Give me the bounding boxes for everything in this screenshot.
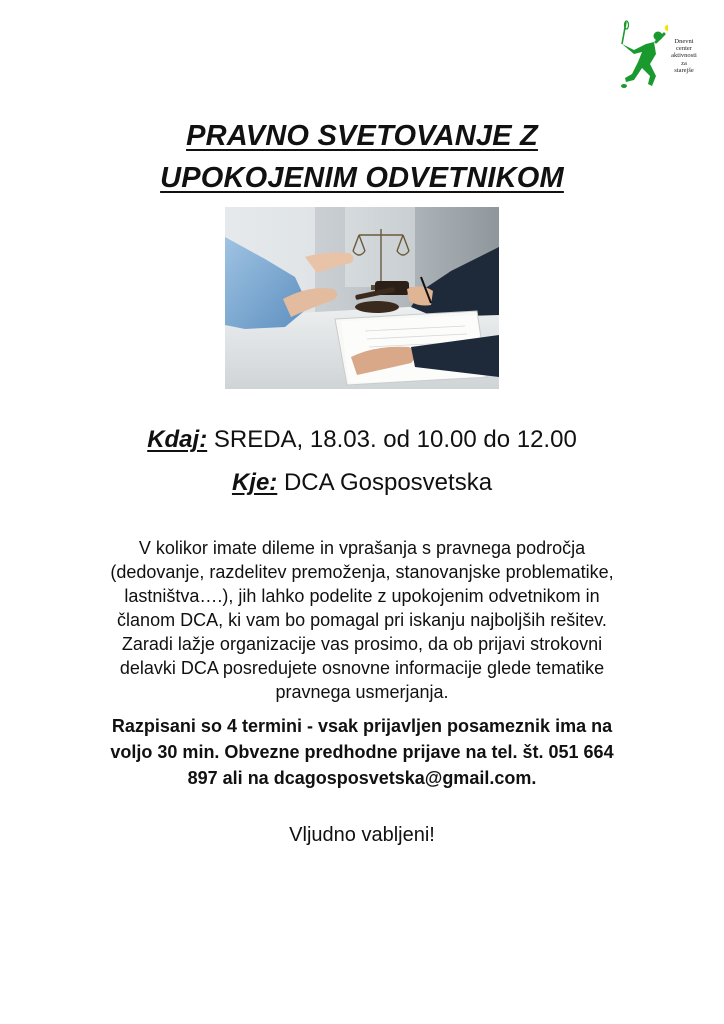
when-value: SREDA, 18.03. od 10.00 do 12.00 <box>207 426 577 453</box>
event-when <box>0 424 724 456</box>
logo-text: Dnevni center aktivnosti za starejše <box>671 38 697 74</box>
description <box>72 536 652 704</box>
title-line-2: UPOKOJENIM ODVETNIKOM <box>160 162 564 194</box>
description-line: lastništva….), jih lahko podelite z upokojenim odvetnikom in <box>124 586 600 606</box>
description-line: pravnega usmerjanja. <box>275 682 449 702</box>
event-where <box>0 467 724 499</box>
closing-text: Vljudno vabljeni! <box>289 824 435 846</box>
tennis-player-icon <box>612 20 668 96</box>
page-title <box>0 115 724 199</box>
where-value: DCA Gosposvetska <box>277 469 493 496</box>
dca-logo <box>612 20 700 96</box>
notice-line: Razpisani so 4 termini - vsak prijavljen posameznik ima na <box>111 716 613 736</box>
registration-notice <box>72 713 652 791</box>
notice-line: 897 ali na dcagosposvetska@gmail.com. <box>187 768 537 788</box>
ball-icon <box>665 25 668 31</box>
description-line: (dedovanje, razdelitev premoženja, stanovanjske problematike, <box>110 562 614 582</box>
description-line: delavki DCA posredujete osnovne informacije glede tematike <box>119 658 605 678</box>
consultation-photo <box>225 207 499 389</box>
when-label: Kdaj: <box>147 426 208 453</box>
where-label: Kje: <box>231 469 278 496</box>
description-line: V kolikor imate dileme in vprašanja s pravnega področja <box>138 538 586 558</box>
description-line: članom DCA, ki vam bo pomagal pri iskanju najboljših rešitev. <box>117 610 607 630</box>
notice-line: voljo 30 min. Obvezne predhodne prijave na tel. št. 051 664 <box>110 742 614 762</box>
title-line-1: PRAVNO SVETOVANJE Z <box>186 120 538 152</box>
lawyer-consultation-image <box>225 207 499 389</box>
description-line: Zaradi lažje organizacije vas prosimo, da ob prijavi strokovni <box>121 634 603 654</box>
